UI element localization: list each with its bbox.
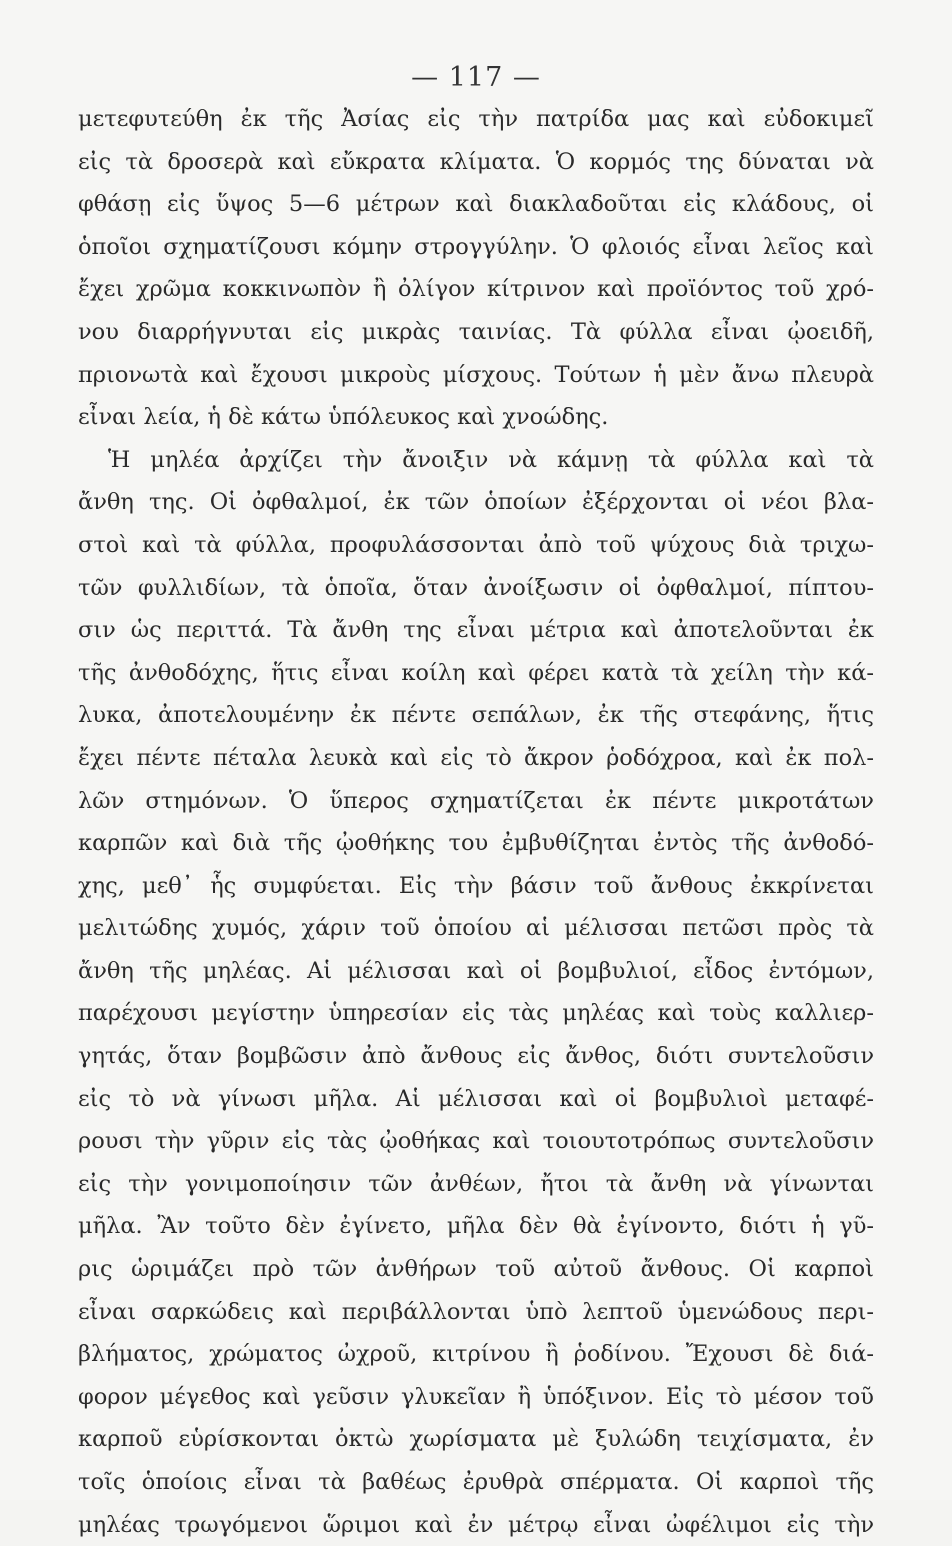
text-line: καρπῶν καὶ διὰ τῆς ᾠοθήκης του ἐμβυθίζηται ἐντὸς τῆς ἀνθοδό-	[78, 830, 874, 857]
text-line: πριονωτὰ καὶ ἔχουσι μικροὺς μίσχους. Τούτων ἡ μὲν ἄνω πλευρὰ	[78, 361, 874, 388]
text-line: εἰς τὸ νὰ γίνωσι μῆλα. Αἱ μέλισσαι καὶ οἱ βομβυλιοὶ μεταφέ-	[78, 1085, 874, 1112]
text-line: μηλέας τρωγόμενοι ὥριμοι καὶ ἐν μέτρῳ εἶναι ὠφέλιμοι εἰς τὴν	[78, 1511, 874, 1538]
text-line: λῶν στημόνων. Ὁ ὕπερος σχηματίζεται ἐκ πέντε μικροτάτων	[78, 787, 874, 814]
text-line: παρέχουσι μεγίστην ὑπηρεσίαν εἰς τὰς μηλέας καὶ τοὺς καλλιερ-	[78, 1000, 874, 1027]
text-line: μῆλα. Ἂν τοῦτο δὲν ἐγίνετο, μῆλα δὲν θὰ ἐγίνοντο, διότι ἡ γῦ-	[78, 1213, 874, 1240]
body-text	[78, 98, 874, 1546]
text-line: ρις ὡριμάζει πρὸ τῶν ἀνθήρων τοῦ αὐτοῦ ἄνθους. Οἱ καρποὶ	[78, 1256, 874, 1283]
text-line: ἄνθη τῆς μηλέας. Αἱ μέλισσαι καὶ οἱ βομβυλιοί, εἶδος ἐντόμων,	[78, 957, 874, 984]
text-line: φθάσῃ εἰς ὕψος 5—6 μέτρων καὶ διακλαδοῦται εἰς κλάδους, οἱ	[78, 191, 874, 218]
text-line: εἰς τὴν γονιμοποίησιν τῶν ἀνθέων, ἤτοι τὰ ἄνθη νὰ γίνωνται	[78, 1170, 874, 1197]
text-line: βλήματος, χρώματος ὠχροῦ, κιτρίνου ἢ ῥοδίνου. Ἔχουσι δὲ διά-	[78, 1341, 874, 1368]
text-line: γητάς, ὅταν βομβῶσιν ἀπὸ ἄνθους εἰς ἄνθος, διότι συντελοῦσιν	[78, 1043, 874, 1070]
text-line: νου διαρρήγνυται εἰς μικρὰς ταινίας. Τὰ φύλλα εἶναι ᾠοειδῆ,	[78, 318, 874, 345]
page-number: — 117 —	[411, 62, 541, 93]
text-line: σιν ὡς περιττά. Τὰ ἄνθη της εἶναι μέτρια καὶ ἀποτελοῦνται ἐκ	[78, 617, 874, 644]
text-line: μετεφυτεύθη ἐκ τῆς Ἀσίας εἰς τὴν πατρίδα μας καὶ εὐδοκιμεῖ	[78, 106, 874, 132]
text-line: ἔχει πέντε πέταλα λευκὰ καὶ εἰς τὸ ἄκρον ῥοδόχροα, καὶ ἐκ πολ-	[78, 744, 874, 771]
text-line: μελιτώδης χυμός, χάριν τοῦ ὁποίου αἱ μέλισσαι πετῶσι πρὸς τὰ	[78, 915, 874, 942]
text-line: εἶναι σαρκώδεις καὶ περιβάλλονται ὑπὸ λεπτοῦ ὑμενώδους περι-	[78, 1298, 874, 1325]
text-line: στοὶ καὶ τὰ φύλλα, προφυλάσσονται ἀπὸ τοῦ ψύχους διὰ τριχω-	[78, 531, 874, 558]
text-line: εἶναι λεία, ἡ δὲ κάτω ὑπόλευκος καὶ χνοώδης.	[78, 404, 609, 431]
text-line: τῆς ἀνθοδόχης, ἥτις εἶναι κοίλη καὶ φέρει κατὰ τὰ χείλη τὴν κά-	[78, 659, 874, 686]
text-line: καρποῦ εὑρίσκονται ὀκτὼ χωρίσματα μὲ ξυλώδη τειχίσματα, ἐν	[78, 1426, 874, 1453]
text-line: φορον μέγεθος καὶ γεῦσιν γλυκεῖαν ἢ ὑπόξινον. Εἰς τὸ μέσον τοῦ	[78, 1383, 874, 1410]
text-line: Ἡ μηλέα ἀρχίζει τὴν ἄνοιξιν νὰ κάμνῃ τὰ φύλλα καὶ τὰ	[108, 446, 874, 473]
text-line: τῶν φυλλιδίων, τὰ ὁποῖα, ὅταν ἀνοίξωσιν οἱ ὀφθαλμοί, πίπτου-	[78, 574, 874, 601]
text-line: ἄνθη της. Οἱ ὀφθαλμοί, ἐκ τῶν ὁποίων ἐξέρχονται οἱ νέοι βλα-	[78, 489, 874, 516]
text-line: χης, μεθ᾽ ἧς συμφύεται. Εἰς τὴν βάσιν τοῦ ἄνθους ἐκκρίνεται	[78, 872, 874, 899]
text-line: εἰς τὰ δροσερὰ καὶ εὔκρατα κλίματα. Ὁ κορμός της δύναται νὰ	[78, 148, 874, 175]
text-line: ἔχει χρῶμα κοκκινωπὸν ἢ ὀλίγον κίτρινον καὶ προϊόντος τοῦ χρό-	[78, 276, 874, 303]
text-line: λυκα, ἀποτελουμένην ἐκ πέντε σεπάλων, ἐκ τῆς στεφάνης, ἥτις	[78, 702, 874, 729]
text-line: ρουσι τὴν γῦριν εἰς τὰς ᾠοθήκας καὶ τοιουτοτρόπως συντελοῦσιν	[78, 1128, 874, 1155]
text-line: τοῖς ὁποίοις εἶναι τὰ βαθέως ἐρυθρὰ σπέρματα. Οἱ καρποὶ τῆς	[78, 1469, 874, 1495]
text-line: ὁποῖοι σχηματίζουσι κόμην στρογγύλην. Ὁ φλοιός εἶναι λεῖος καὶ	[78, 233, 874, 260]
